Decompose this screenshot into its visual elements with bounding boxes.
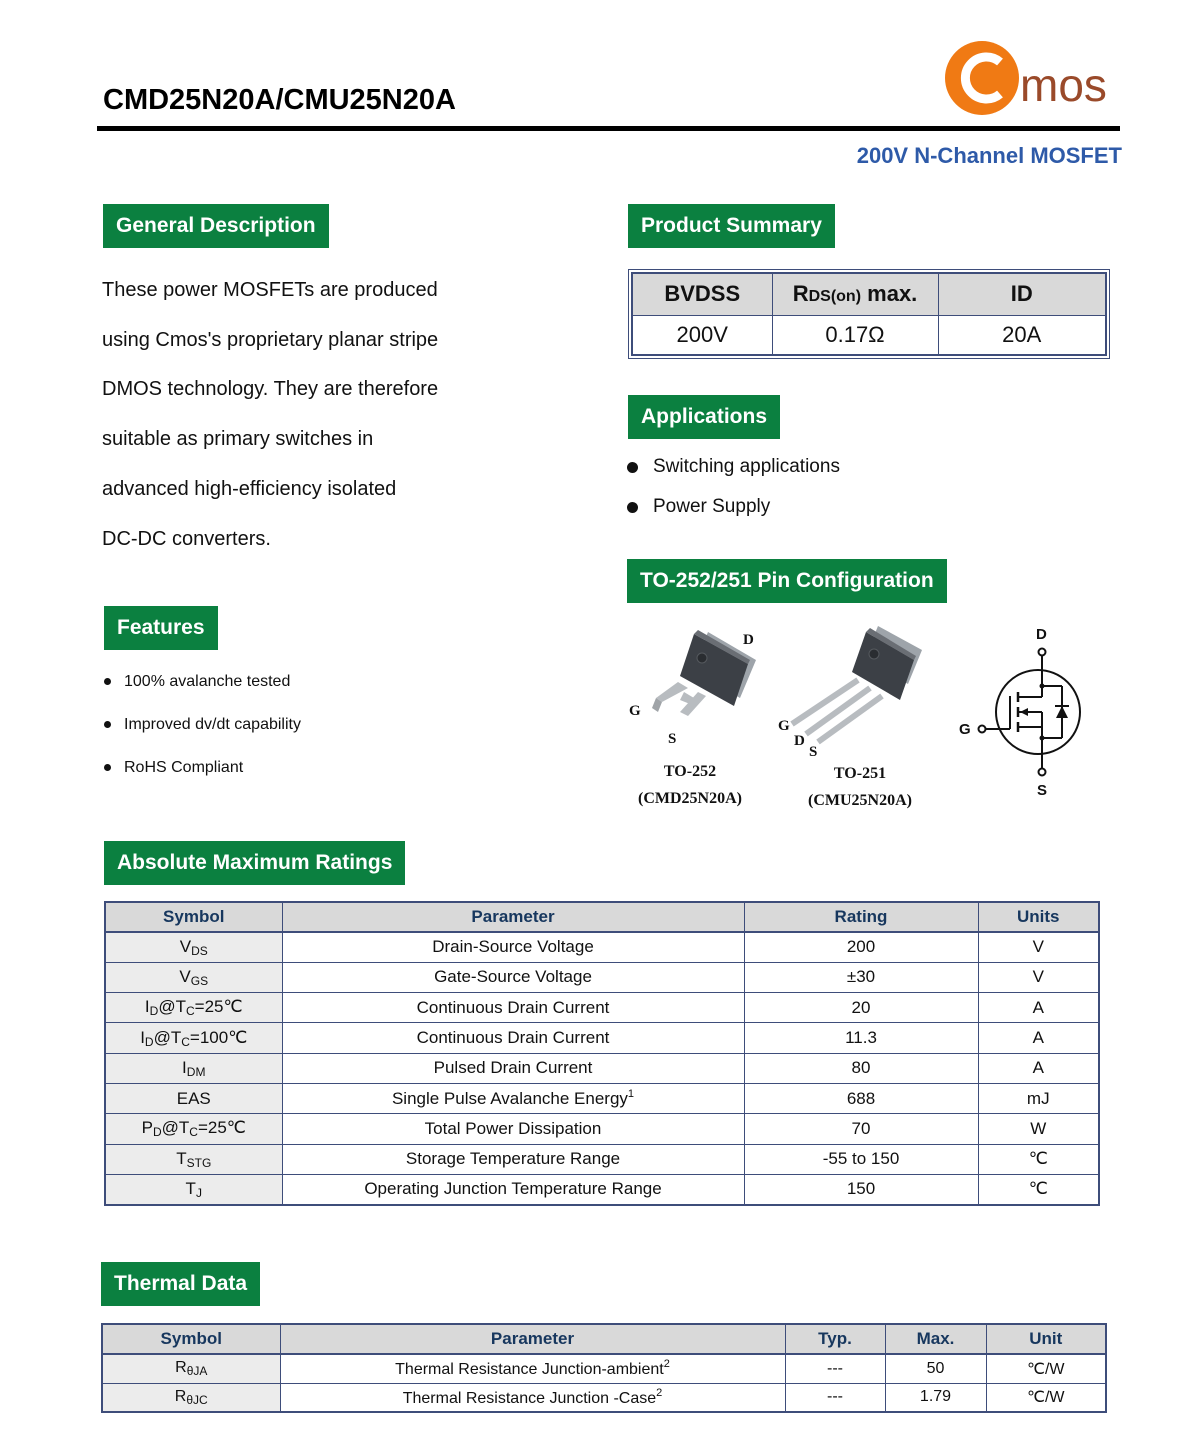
bullet-icon [104, 764, 111, 771]
list-item: 100% avalanche tested [104, 660, 301, 703]
table-header: BVDSS [632, 273, 772, 315]
table-row [105, 932, 1099, 962]
unit-cell: A [978, 1053, 1099, 1083]
document-title: CMD25N20A/CMU25N20A [103, 84, 456, 116]
schematic-drain-label: D [1036, 626, 1047, 643]
bullet-icon [104, 721, 111, 728]
rating-cell: ±30 [744, 962, 978, 992]
document-subtitle: 200V N-Channel MOSFET [856, 143, 1122, 168]
rating-cell: 20 [744, 993, 978, 1023]
table-header: Symbol [102, 1324, 280, 1354]
description-line: DC-DC converters. [102, 527, 271, 550]
parameter-cell: Storage Temperature Range [282, 1144, 744, 1174]
symbol-cell: $I_{DM}$ [105, 1053, 282, 1083]
parameter-cell: Pulsed Drain Current [282, 1053, 744, 1083]
logo-text: mos [1020, 59, 1107, 111]
rating-cell: 70 [744, 1114, 978, 1144]
table-header: Parameter [280, 1324, 785, 1354]
abs-max-table [104, 901, 1100, 1206]
rating-cell: 11.3 [744, 1023, 978, 1053]
parameter-cell: Single Pulse Avalanche Energy$^1$ [282, 1083, 744, 1113]
symbol-cell: $V_{GS}$ [105, 962, 282, 992]
table-header: Max. [885, 1324, 986, 1354]
general-description-text [102, 266, 522, 564]
description-line: using Cmos's proprietary planar stripe [102, 328, 439, 351]
table-row [102, 1354, 1106, 1383]
to251-pin-label: D [794, 733, 805, 749]
applications-list [627, 447, 840, 527]
parameter-cell: Drain-Source Voltage [282, 932, 744, 962]
title-rule [97, 126, 1120, 131]
symbol-cell: $R_{\theta JA}$ [102, 1354, 280, 1383]
table-header: ID [938, 273, 1106, 315]
table-row [105, 1174, 1099, 1204]
schematic-source-label: S [1037, 782, 1048, 799]
parameter-cell: Total Power Dissipation [282, 1114, 744, 1144]
table-row [105, 993, 1099, 1023]
product-summary-table [631, 272, 1107, 356]
logo-circle-icon [945, 41, 1019, 115]
schematic-gate-label: G [959, 721, 971, 738]
unit-cell: ℃/W [986, 1383, 1106, 1412]
to252-pin-label: D [743, 632, 754, 648]
table-row [105, 962, 1099, 992]
parameter-cell: Continuous Drain Current [282, 1023, 744, 1053]
list-item: Switching applications [627, 447, 840, 487]
table-header: RDS(on) max. [772, 273, 938, 315]
max-cell: 1.79 [885, 1383, 986, 1412]
parameter-cell: Continuous Drain Current [282, 993, 744, 1023]
unit-cell: V [978, 932, 1099, 962]
product-summary-heading: Product Summary [628, 204, 835, 248]
thermal-data-heading: Thermal Data [101, 1262, 260, 1306]
table-header: Typ. [785, 1324, 885, 1354]
unit-cell: A [978, 993, 1099, 1023]
symbol-cell: $I_D@T_C=25℃$ [105, 993, 282, 1023]
to251-pin-label: S [809, 744, 818, 760]
symbol-cell: $T_{STG}$ [105, 1144, 282, 1174]
description-line: These power MOSFETs are produced [102, 279, 438, 301]
table-row [105, 1114, 1099, 1144]
table-row [105, 1023, 1099, 1053]
symbol-cell: $V_{DS}$ [105, 932, 282, 962]
table-row [105, 1144, 1099, 1174]
rating-cell: 150 [744, 1174, 978, 1204]
unit-cell: ℃ [978, 1144, 1099, 1174]
unit-cell: V [978, 962, 1099, 992]
rating-cell: 80 [744, 1053, 978, 1083]
bullet-icon [627, 502, 638, 513]
unit-cell: ℃ [978, 1174, 1099, 1204]
features-list [104, 660, 301, 789]
symbol-cell: $P_D@T_C=25℃$ [105, 1114, 282, 1144]
to251-package-icon [778, 620, 938, 750]
description-line: suitable as primary switches in [102, 428, 374, 451]
table-row [105, 1053, 1099, 1083]
table-header: Units [978, 902, 1099, 932]
to252-pin-label: G [629, 703, 641, 719]
bullet-icon [104, 678, 111, 685]
symbol-cell: $I_D@T_C=100℃$ [105, 1023, 282, 1053]
pin-config-heading: TO-252/251 Pin Configuration [627, 559, 947, 603]
table-header: Parameter [282, 902, 744, 932]
unit-cell: A [978, 1023, 1099, 1053]
table-cell: 20A [938, 315, 1106, 355]
rating-cell: 688 [744, 1083, 978, 1113]
table-header: Unit [986, 1324, 1106, 1354]
general-description-heading: General Description [103, 204, 329, 248]
parameter-cell: Thermal Resistance Junction-ambient$^2$ [280, 1354, 785, 1383]
unit-cell: W [978, 1114, 1099, 1144]
list-item: Improved dv/dt capability [104, 703, 301, 746]
to252-pin-label: S [668, 731, 677, 747]
mosfet-symbol-icon [970, 640, 1090, 780]
typ-cell: --- [785, 1354, 885, 1383]
table-cell: 200V [632, 315, 772, 355]
cmos-logo [940, 36, 1120, 120]
to252-package-icon [640, 620, 780, 740]
description-line: advanced high-efficiency isolated [102, 477, 397, 500]
table-header: Symbol [105, 902, 282, 932]
features-heading: Features [104, 606, 218, 650]
typ-cell: --- [785, 1383, 885, 1412]
to251-caption: TO-251 (CMU25N20A) [808, 765, 912, 809]
unit-cell: mJ [978, 1083, 1099, 1113]
to251-pin-label: G [778, 718, 790, 734]
parameter-cell: Thermal Resistance Junction -Case$^2$ [280, 1383, 785, 1412]
unit-cell: ℃/W [986, 1354, 1106, 1383]
rating-cell: 200 [744, 932, 978, 962]
max-cell: 50 [885, 1354, 986, 1383]
parameter-cell: Gate-Source Voltage [282, 962, 744, 992]
table-row [105, 1083, 1099, 1113]
thermal-data-table [101, 1323, 1107, 1413]
table-header: Rating [744, 902, 978, 932]
table-cell: 0.17Ω [772, 315, 938, 355]
table-row [102, 1383, 1106, 1412]
abs-max-heading: Absolute Maximum Ratings [104, 841, 405, 885]
list-item: RoHS Compliant [104, 746, 301, 789]
symbol-cell: EAS [105, 1083, 282, 1113]
description-line: DMOS technology. They are therefore [102, 378, 439, 401]
rating-cell: -55 to 150 [744, 1144, 978, 1174]
to252-caption: TO-252 (CMD25N20A) [638, 763, 742, 807]
symbol-cell: $T_J$ [105, 1174, 282, 1204]
applications-heading: Applications [628, 395, 780, 439]
bullet-icon [627, 462, 638, 473]
symbol-cell: $R_{\theta JC}$ [102, 1383, 280, 1412]
list-item: Power Supply [627, 487, 840, 527]
parameter-cell: Operating Junction Temperature Range [282, 1174, 744, 1204]
